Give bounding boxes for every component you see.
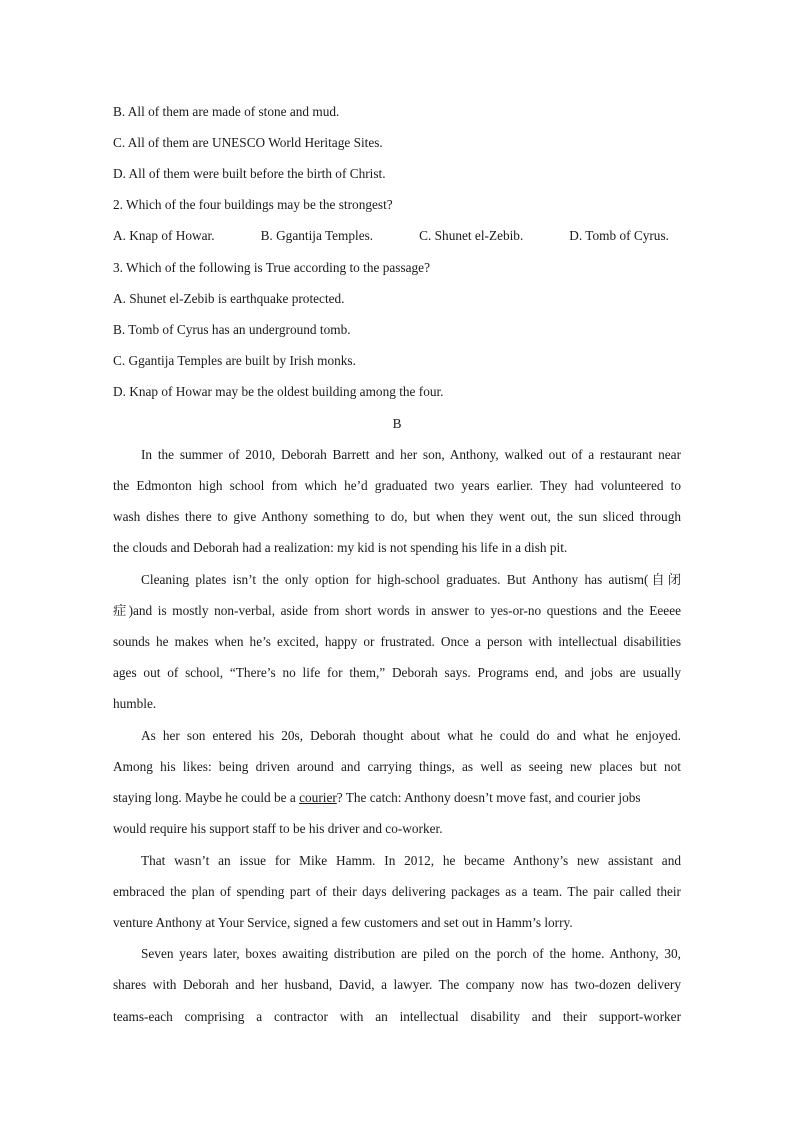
passage-line: sounds he makes when he’s excited, happy or frustrated. Once a person with intellectual disabilities [113, 634, 681, 649]
passage-line: would require his support staff to be his driver and co-worker. [113, 821, 443, 836]
passage-line: the clouds and Deborah had a realization: my kid is not spending his life in a dish pit. [113, 540, 568, 555]
q2-option-a: A. Knap of Howar. [113, 228, 215, 243]
passage-line: Seven years later, boxes awaiting distribution are piled on the porch of the home. Anthony, 30, [141, 946, 681, 961]
passage-line: embraced the plan of spending part of their days delivering packages as a team. The pair called their [113, 884, 681, 899]
passage-line: Cleaning plates isn’t the only option for high-school graduates. But Anthony has autism(自闭 [141, 572, 681, 587]
passage-line [113, 790, 681, 806]
passage-line: In the summer of 2010, Deborah Barrett and her son, Anthony, walked out of a restaurant near [141, 447, 681, 462]
q3-question: 3. Which of the following is True according to the passage? [113, 260, 430, 275]
passage-line: Among his likes: being driven around and carrying things, as well as seeing new places but not [113, 759, 681, 774]
passage-line: That wasn’t an issue for Mike Hamm. In 2012, he became Anthony’s new assistant and [141, 853, 681, 868]
passage-line: As her son entered his 20s, Deborah thought about what he could do and what he enjoyed. [141, 728, 681, 743]
passage-line: shares with Deborah and her husband, David, a lawyer. The company now has two-dozen delivery [113, 977, 681, 992]
q1-option-c: C. All of them are UNESCO World Heritage Sites. [113, 135, 383, 150]
passage-line: humble. [113, 696, 157, 711]
q3-option-a: A. Shunet el-Zebib is earthquake protected. [113, 291, 345, 306]
section-heading: B [392, 416, 402, 431]
q3-option-c: C. Ggantija Temples are built by Irish monks. [113, 353, 356, 368]
q3-option-d: D. Knap of Howar may be the oldest building among the four. [113, 384, 444, 399]
passage-line: wash dishes there to give Anthony something to do, but when they went out, the sun sliced through [113, 509, 681, 524]
q2-option-d: D. Tomb of Cyrus. [569, 228, 669, 243]
passage-line: venture Anthony at Your Service, signed a few customers and set out in Hamm’s lorry. [113, 915, 573, 930]
q1-option-b: B. All of them are made of stone and mud. [113, 104, 340, 119]
q2-question: 2. Which of the four buildings may be the strongest? [113, 197, 393, 212]
passage-line: 症)and is mostly non-verbal, aside from short words in answer to yes-or-no questions and the Eeeee [113, 603, 681, 618]
passage-line: ages out of school, “There’s no life for them,” Deborah says. Programs end, and jobs are usually [113, 665, 681, 680]
q2-option-b: B. Ggantija Temples. [260, 228, 374, 243]
q1-option-d: D. All of them were built before the birth of Christ. [113, 166, 386, 181]
passage-text: staying long. Maybe he could be a [113, 790, 300, 805]
passage-line: teams-each comprising a contractor with an intellectual disability and their support-worker [113, 1009, 681, 1024]
q3-option-b: B. Tomb of Cyrus has an underground tomb. [113, 322, 351, 337]
underlined-word: courier [299, 790, 337, 805]
passage-line: the Edmonton high school from which he’d graduated two years earlier. They had volunteered to [113, 478, 681, 493]
passage-text: ? The catch: Anthony doesn’t move fast, and courier jobs [336, 790, 641, 805]
q2-options-row [113, 228, 669, 244]
q2-option-c: C. Shunet el-Zebib. [419, 228, 524, 243]
